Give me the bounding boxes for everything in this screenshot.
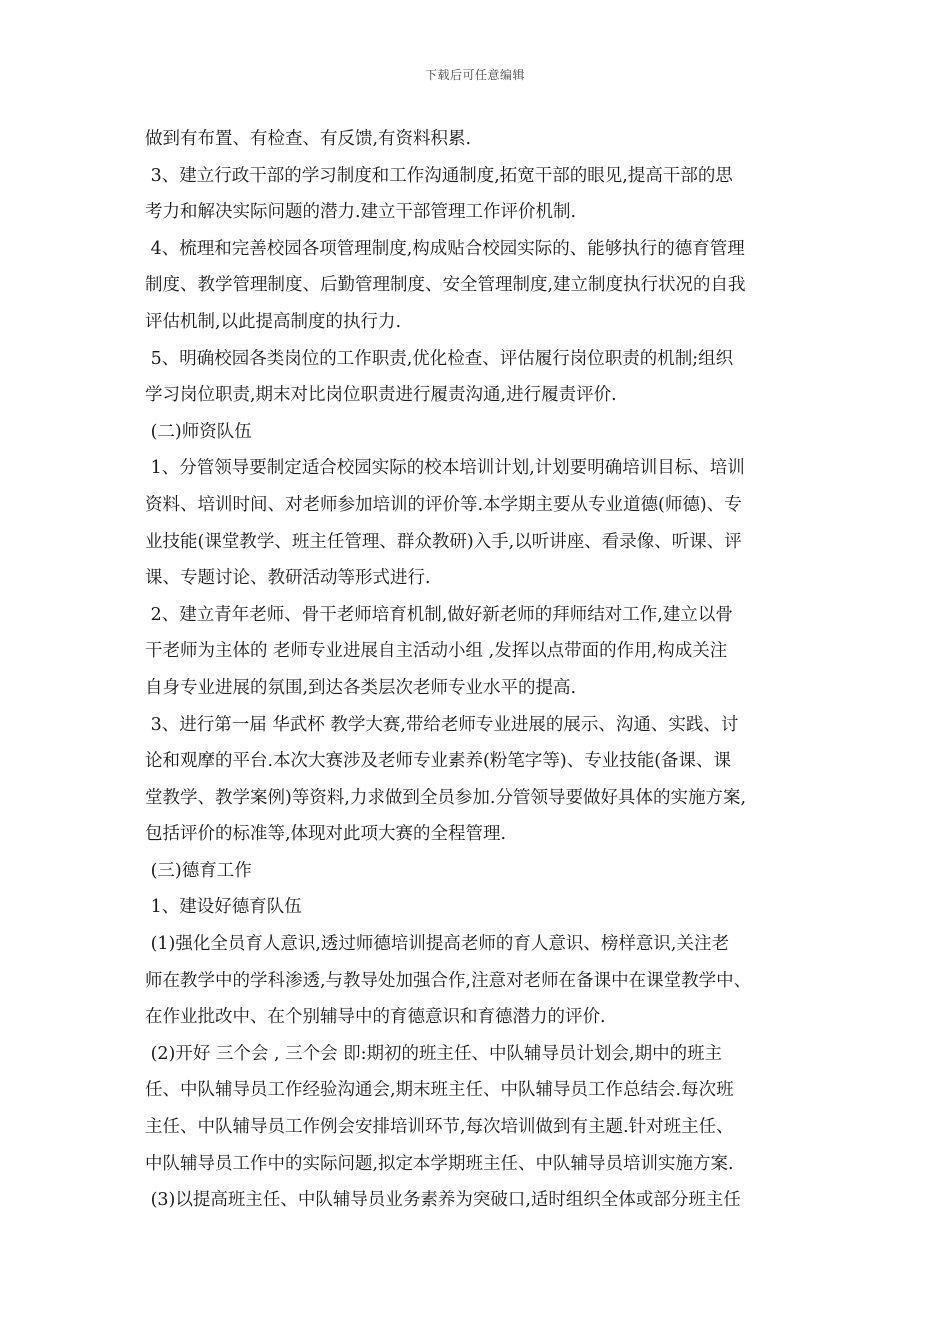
text-line: (3)以提高班主任、中队辅导员业务素养为突破口,适时组织全体或部分班主任 bbox=[145, 1190, 741, 1211]
text-line: 中队辅导员工作中的实际问题,拟定本学期班主任、中队辅导员培训实施方案. bbox=[145, 1153, 734, 1174]
text-line: 包括评价的标准等,体现对此项大赛的全程管理. bbox=[145, 824, 507, 845]
section-heading: (三)德育工作 bbox=[145, 860, 252, 881]
text-line: 在作业批改中、在个别辅导中的育德意识和育德潜力的评价. bbox=[145, 1007, 606, 1028]
text-line: 2、建立青年老师、骨干老师培育机制,做好新老师的拜师结对工作,建立以骨 bbox=[145, 604, 733, 625]
text-line: 任、中队辅导员工作经验沟通会,期末班主任、中队辅导员工作总结会.每次班 bbox=[145, 1080, 734, 1101]
section-heading: (二)师资队伍 bbox=[145, 421, 252, 442]
document-body bbox=[145, 121, 815, 1219]
text-line: (2)开好 三个会 , 三个会 即:期初的班主任、中队辅导员计划会,期中的班主 bbox=[145, 1043, 723, 1064]
text-line: 学习岗位职责,期末对比岗位职责进行履责沟通,进行履责评价. bbox=[145, 385, 617, 406]
text-line: 自身专业进展的氛围,到达各类层次老师专业水平的提高. bbox=[145, 677, 577, 698]
text-line: 3、进行第一届 华武杯 教学大赛,带给老师专业进展的展示、沟通、实践、讨 bbox=[145, 714, 739, 735]
text-line: 制度、教学管理制度、后勤管理制度、安全管理制度,建立制度执行状况的自我 bbox=[145, 275, 746, 296]
text-line: 做到有布置、有检查、有反馈,有资料积累. bbox=[145, 129, 472, 149]
text-line: 评估机制,以此提高制度的执行力. bbox=[145, 311, 402, 332]
text-line: 干老师为主体的 老师专业进展自主活动小组 ,发挥以点带面的作用,构成关注 bbox=[145, 641, 728, 662]
text-line: 1、分管领导要制定适合校园实际的校本培训计划,计划要明确培训目标、培训 bbox=[145, 458, 745, 479]
text-line: 主任、中队辅导员工作例会安排培训环节,每次培训做到有主题.针对班主任、 bbox=[145, 1117, 734, 1138]
text-line: 论和观摩的平台.本次大赛涉及老师专业素养(粉笔字等)、专业技能(备课、课 bbox=[145, 751, 732, 772]
text-line: 堂教学、教学案例)等资料,力求做到全员参加.分管领导要做好具体的实施方案, bbox=[145, 787, 747, 808]
text-line: 业技能(课堂教学、班主任管理、群众教研)入手,以听讲座、看录像、听课、评 bbox=[145, 531, 742, 552]
page-header: 下载后可任意编辑 bbox=[424, 68, 525, 82]
text-line: 3、建立行政干部的学习制度和工作沟通制度,拓宽干部的眼见,提高干部的思 bbox=[145, 165, 733, 186]
text-line: 师在教学中的学科渗透,与教导处加强合作,注意对老师在备课中在课堂教学中、 bbox=[145, 970, 752, 991]
text-line: 5、明确校园各类岗位的工作职责,优化检查、评估履行岗位职责的机制;组织 bbox=[145, 348, 734, 369]
text-line: 4、梳理和完善校园各项管理制度,构成贴合校园实际的、能够执行的德育管理 bbox=[145, 238, 745, 259]
text-line: 考力和解决实际问题的潜力.建立干部管理工作评价机制. bbox=[145, 202, 577, 223]
subsection-heading: 1、建设好德育队伍 bbox=[145, 897, 302, 918]
text-line: 资料、培训时间、对老师参加培训的评价等.本学期主要从专业道德(师德)、专 bbox=[145, 494, 742, 515]
text-line: 课、专题讨论、教研活动等形式进行. bbox=[145, 568, 431, 589]
text-line: (1)强化全员育人意识,透过师德培训提高老师的育人意识、榜样意识,关注老 bbox=[145, 934, 729, 955]
